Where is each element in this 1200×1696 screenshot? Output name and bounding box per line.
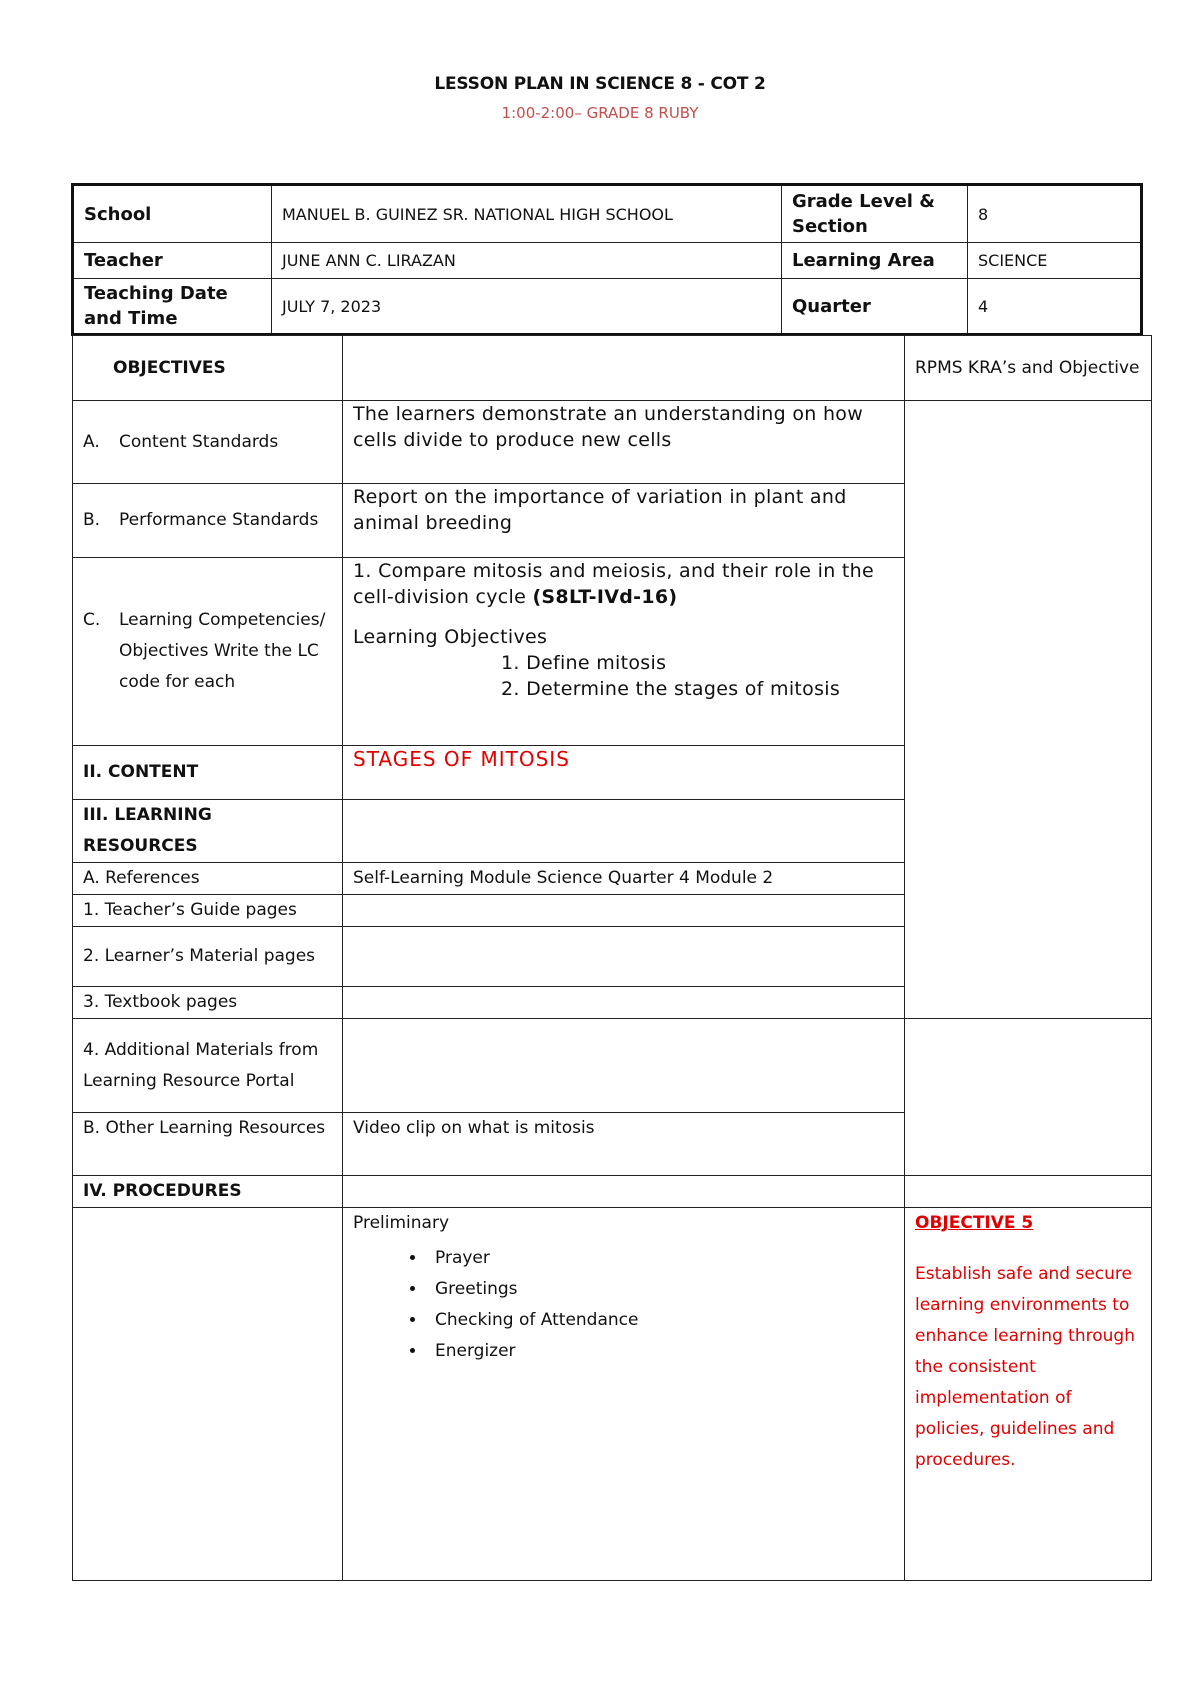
textbook-value	[343, 987, 905, 1019]
preliminary-item: • Greetings	[427, 1274, 894, 1305]
preliminary-heading: Preliminary	[353, 1213, 449, 1233]
objectives-empty-cell	[343, 336, 905, 401]
content-standards-value: The learners demonstrate an understanding on how cells divide to produce new cells	[343, 401, 905, 484]
letter-a: A.	[83, 431, 100, 452]
objectives-heading: OBJECTIVES	[73, 336, 343, 401]
objective-5-text: Establish safe and secure learning environments to enhance learning through the consistent implementation of policies, guidelines and procedures.	[915, 1264, 1135, 1470]
performance-standards-label	[73, 484, 343, 558]
learning-objective-item: 2. Determine the stages of mitosis	[501, 678, 841, 700]
learning-objectives-heading: Learning Objectives	[353, 626, 548, 648]
preliminary-list	[353, 1243, 894, 1367]
main-table	[72, 335, 1152, 1581]
competency-text: 1. Compare mitosis and meiosis, and their role in the cell-division cycle	[353, 560, 874, 608]
other-resources-value: Video clip on what is mitosis	[343, 1113, 905, 1176]
content-value: STAGES OF MITOSIS	[343, 746, 905, 800]
objective-5-cell	[905, 1208, 1152, 1581]
learning-resources-empty-cell	[343, 800, 905, 863]
procedures-rpms-empty-cell	[905, 1176, 1152, 1208]
learning-resources-label: III. LEARNING RESOURCES	[73, 800, 343, 863]
references-value: Self-Learning Module Science Quarter 4 Module 2	[343, 863, 905, 895]
preliminary-cell	[343, 1208, 905, 1581]
competency-code: (S8LT-IVd-16)	[532, 586, 678, 608]
teacher-label: Teacher	[73, 243, 272, 279]
learning-competencies-text: Learning Competencies/ Objectives Write the LC code for each	[119, 610, 326, 692]
content-standards-label	[73, 401, 343, 484]
date-label: Teaching Date and Time	[73, 279, 272, 335]
date-value: JULY 7, 2023	[272, 279, 782, 335]
content-standards-text: Content Standards	[119, 431, 279, 452]
letter-b: B.	[83, 510, 101, 530]
learning-competencies-value	[343, 558, 905, 746]
quarter-label: Quarter	[782, 279, 968, 335]
learners-material-value	[343, 927, 905, 987]
rpms-column-cell	[905, 401, 1152, 1019]
school-label: School	[73, 185, 272, 243]
teachers-guide-value	[343, 895, 905, 927]
quarter-value: 4	[968, 279, 1142, 335]
rpms-column-cell-end	[905, 1113, 1152, 1176]
learners-material-label: 2. Learner’s Material pages	[73, 927, 343, 987]
teachers-guide-label: 1. Teacher’s Guide pages	[73, 895, 343, 927]
preliminary-item: • Checking of Attendance	[427, 1305, 894, 1336]
learning-area-value: SCIENCE	[968, 243, 1142, 279]
learning-competencies-label	[73, 558, 343, 746]
content-label: II. CONTENT	[73, 746, 343, 800]
preliminary-item: • Energizer	[427, 1336, 894, 1367]
school-value: MANUEL B. GUINEZ SR. NATIONAL HIGH SCHOOL	[272, 185, 782, 243]
document-title: LESSON PLAN IN SCIENCE 8 - COT 2	[434, 74, 766, 94]
learning-area-label: Learning Area	[782, 243, 968, 279]
rpms-heading: RPMS KRA’s and Objective	[905, 336, 1152, 401]
textbook-label: 3. Textbook pages	[73, 987, 343, 1019]
learning-objectives-list	[353, 650, 894, 702]
teacher-value: JUNE ANN C. LIRAZAN	[272, 243, 782, 279]
other-resources-label: B. Other Learning Resources	[73, 1113, 343, 1176]
preliminary-item: • Prayer	[427, 1243, 894, 1274]
references-label: A. References	[73, 863, 343, 895]
performance-standards-text: Performance Standards	[119, 510, 319, 530]
procedures-label: IV. PROCEDURES	[73, 1176, 343, 1208]
header-table	[71, 183, 1143, 336]
rpms-column-cell-continued	[905, 1019, 1152, 1113]
objective-5-title: OBJECTIVE 5	[915, 1213, 1034, 1233]
learning-objective-item: 1. Define mitosis	[501, 652, 667, 674]
procedures-empty-cell	[343, 1176, 905, 1208]
document-subtitle: 1:00-2:00– GRADE 8 RUBY	[501, 104, 699, 122]
additional-materials-value	[343, 1019, 905, 1113]
procedures-left-cell	[73, 1208, 343, 1581]
additional-materials-label: 4. Additional Materials from Learning Resource Portal	[73, 1019, 343, 1113]
letter-c: C.	[83, 610, 101, 630]
grade-value: 8	[968, 185, 1142, 243]
performance-standards-value: Report on the importance of variation in plant and animal breeding	[343, 484, 905, 558]
grade-label: Grade Level & Section	[782, 185, 968, 243]
